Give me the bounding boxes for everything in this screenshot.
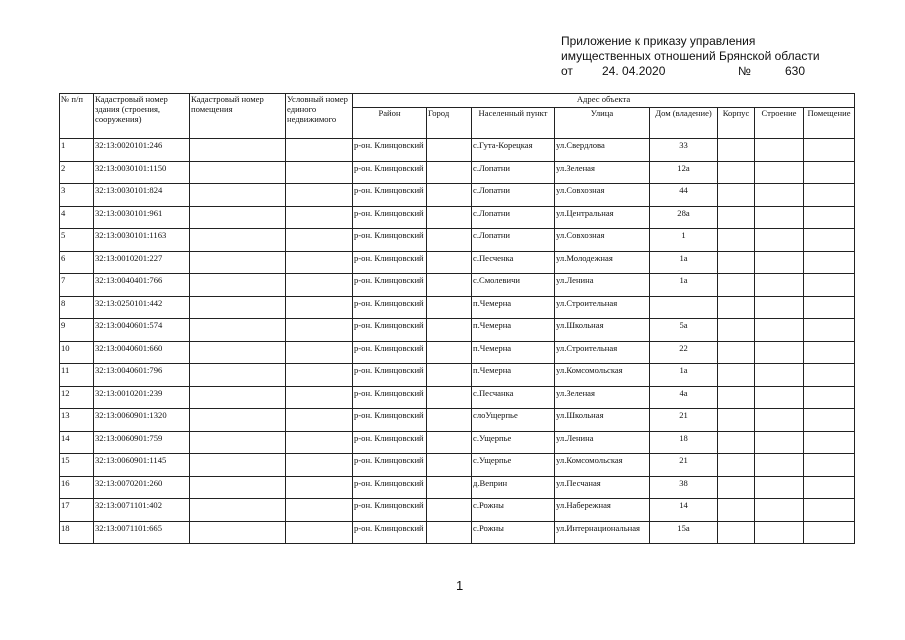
cell-korpus (718, 364, 755, 387)
cell-room (804, 251, 855, 274)
cell-settlement: с.Лопатни (472, 206, 555, 229)
cell-city (427, 206, 472, 229)
document-header (561, 34, 820, 79)
cell-building (755, 476, 804, 499)
cell-cad-building: 32:13:0060901:1145 (94, 454, 190, 477)
cell-settlement: с.Лопатни (472, 184, 555, 207)
cell-city (427, 431, 472, 454)
cell-korpus (718, 251, 755, 274)
cell-settlement: слоУщерпье (472, 409, 555, 432)
cell-cond-num (286, 184, 353, 207)
cell-house (650, 296, 718, 319)
cell-num: 3 (60, 184, 94, 207)
cell-street: ул.Песчаная (555, 476, 650, 499)
cell-cond-num (286, 364, 353, 387)
cell-room (804, 229, 855, 252)
cell-street: ул.Центральная (555, 206, 650, 229)
cell-district: р-он. Клинцовский (353, 184, 427, 207)
cell-num: 4 (60, 206, 94, 229)
cell-street: ул.Молодежная (555, 251, 650, 274)
cell-korpus (718, 184, 755, 207)
table-row (60, 364, 855, 387)
cell-district: р-он. Клинцовский (353, 476, 427, 499)
cell-cad-room (190, 386, 286, 409)
table-body (60, 139, 855, 544)
cell-cad-room (190, 431, 286, 454)
cell-district: р-он. Клинцовский (353, 161, 427, 184)
cell-district: р-он. Клинцовский (353, 251, 427, 274)
cell-cad-room (190, 161, 286, 184)
cell-building (755, 206, 804, 229)
cell-cad-building: 32:13:0010201:239 (94, 386, 190, 409)
cell-cad-room (190, 296, 286, 319)
table-row (60, 341, 855, 364)
cell-cad-room (190, 499, 286, 522)
cell-cad-building: 32:13:0040601:796 (94, 364, 190, 387)
cell-num: 17 (60, 499, 94, 522)
cell-building (755, 139, 804, 162)
cell-korpus (718, 386, 755, 409)
cell-house: 14 (650, 499, 718, 522)
cell-house: 33 (650, 139, 718, 162)
table-row (60, 409, 855, 432)
cell-building (755, 431, 804, 454)
cell-city (427, 499, 472, 522)
cell-city (427, 184, 472, 207)
table-row (60, 454, 855, 477)
property-table (59, 93, 855, 544)
order-number: 630 (785, 64, 806, 78)
cell-korpus (718, 139, 755, 162)
cell-cond-num (286, 386, 353, 409)
cell-room (804, 364, 855, 387)
cell-house: 1а (650, 364, 718, 387)
cell-house: 22 (650, 341, 718, 364)
cell-cad-building: 32:13:0030101:961 (94, 206, 190, 229)
cell-city (427, 296, 472, 319)
cell-cond-num (286, 139, 353, 162)
cell-korpus (718, 274, 755, 297)
cell-cond-num (286, 251, 353, 274)
header-date-line (561, 64, 820, 79)
cell-district: р-он. Клинцовский (353, 454, 427, 477)
cell-house: 44 (650, 184, 718, 207)
cell-cad-room (190, 229, 286, 252)
cell-cad-building: 32:13:0070201:260 (94, 476, 190, 499)
cell-city (427, 229, 472, 252)
col-header-num: № п/п (60, 94, 94, 139)
cell-street: ул.Комсомольская (555, 454, 650, 477)
from-label: от (561, 64, 573, 78)
cell-city (427, 274, 472, 297)
cell-korpus (718, 521, 755, 544)
cell-district: р-он. Клинцовский (353, 409, 427, 432)
cell-korpus (718, 409, 755, 432)
cell-room (804, 521, 855, 544)
col-header-korpus: Корпус (718, 108, 755, 139)
table-row (60, 139, 855, 162)
cell-district: р-он. Клинцовский (353, 139, 427, 162)
cell-house: 12а (650, 161, 718, 184)
cell-street: ул.Зеленая (555, 161, 650, 184)
cell-cad-building: 32:13:0071101:402 (94, 499, 190, 522)
table-row (60, 229, 855, 252)
cell-building (755, 409, 804, 432)
cell-settlement: п.Чемерна (472, 296, 555, 319)
cell-num: 12 (60, 386, 94, 409)
cell-cad-building: 32:13:0040401:766 (94, 274, 190, 297)
cell-district: р-он. Клинцовский (353, 341, 427, 364)
cell-num: 9 (60, 319, 94, 342)
table-row (60, 206, 855, 229)
table-row (60, 274, 855, 297)
table-row (60, 386, 855, 409)
cell-building (755, 386, 804, 409)
cell-building (755, 319, 804, 342)
table-row (60, 499, 855, 522)
cell-building (755, 229, 804, 252)
cell-cond-num (286, 274, 353, 297)
col-header-street: Улица (555, 108, 650, 139)
page-number: 1 (456, 578, 464, 593)
cell-district: р-он. Клинцовский (353, 206, 427, 229)
cell-room (804, 409, 855, 432)
cell-city (427, 319, 472, 342)
cell-house: 1а (650, 251, 718, 274)
table-row (60, 251, 855, 274)
cell-korpus (718, 296, 755, 319)
cell-city (427, 251, 472, 274)
cell-room (804, 161, 855, 184)
cell-num: 1 (60, 139, 94, 162)
cell-settlement: с.Гута-Корецкая (472, 139, 555, 162)
cell-building (755, 454, 804, 477)
cell-building (755, 161, 804, 184)
cell-settlement: п.Чемерна (472, 341, 555, 364)
cell-room (804, 319, 855, 342)
cell-settlement: с.Ущерпье (472, 431, 555, 454)
cell-city (427, 161, 472, 184)
cell-building (755, 296, 804, 319)
cell-building (755, 251, 804, 274)
table-row (60, 319, 855, 342)
cell-building (755, 521, 804, 544)
cell-settlement: с.Песченка (472, 251, 555, 274)
cell-cond-num (286, 296, 353, 319)
order-date: 24. 04.2020 (602, 64, 666, 78)
cell-city (427, 386, 472, 409)
cell-building (755, 364, 804, 387)
cell-street: ул.Совхозная (555, 184, 650, 207)
cell-cad-building: 32:13:0010201:227 (94, 251, 190, 274)
cell-settlement: с.Смолевичи (472, 274, 555, 297)
cell-house: 38 (650, 476, 718, 499)
cell-settlement: с.Лопатни (472, 161, 555, 184)
cell-building (755, 184, 804, 207)
cell-room (804, 476, 855, 499)
cell-cond-num (286, 319, 353, 342)
cell-street: ул.Ленина (555, 431, 650, 454)
cell-num: 14 (60, 431, 94, 454)
table-row (60, 296, 855, 319)
col-header-address: Адрес объекта (353, 94, 855, 108)
cell-room (804, 296, 855, 319)
col-header-building: Строение (755, 108, 804, 139)
cell-korpus (718, 161, 755, 184)
cell-num: 7 (60, 274, 94, 297)
cell-cad-building: 32:13:0020101:246 (94, 139, 190, 162)
cell-cond-num (286, 521, 353, 544)
col-header-district: Район (353, 108, 427, 139)
cell-building (755, 274, 804, 297)
cell-street: ул.Набережная (555, 499, 650, 522)
cell-korpus (718, 229, 755, 252)
cell-house: 21 (650, 454, 718, 477)
cell-cad-room (190, 319, 286, 342)
cell-house: 1а (650, 274, 718, 297)
cell-street: ул.Школьная (555, 409, 650, 432)
cell-room (804, 454, 855, 477)
cell-street: ул.Ленина (555, 274, 650, 297)
cell-cond-num (286, 409, 353, 432)
col-header-house: Дом (владение) (650, 108, 718, 139)
cell-room (804, 184, 855, 207)
cell-cad-room (190, 251, 286, 274)
cell-district: р-он. Клинцовский (353, 499, 427, 522)
cell-cond-num (286, 476, 353, 499)
col-header-cad-building: Кадастровый номер здания (строения, сооружения) (94, 94, 190, 139)
cell-city (427, 476, 472, 499)
cell-district: р-он. Клинцовский (353, 431, 427, 454)
cell-city (427, 409, 472, 432)
col-header-room: Помещение (804, 108, 855, 139)
cell-cad-building: 32:13:0040601:660 (94, 341, 190, 364)
cell-num: 2 (60, 161, 94, 184)
number-label: № (738, 64, 751, 78)
col-header-cond-num: Условный номер единого недвижимого (286, 94, 353, 139)
cell-korpus (718, 341, 755, 364)
cell-house: 28а (650, 206, 718, 229)
cell-cad-building: 32:13:0030101:824 (94, 184, 190, 207)
col-header-settlement: Населенный пункт (472, 108, 555, 139)
cell-cad-building: 32:13:0060901:759 (94, 431, 190, 454)
cell-korpus (718, 476, 755, 499)
table-row (60, 161, 855, 184)
cell-settlement: с.Ущерпье (472, 454, 555, 477)
header-line-2: имущественных отношений Брянской области (561, 49, 820, 63)
cell-cad-room (190, 521, 286, 544)
cell-cad-building: 32:13:0030101:1163 (94, 229, 190, 252)
cell-street: ул.Свердлова (555, 139, 650, 162)
cell-num: 16 (60, 476, 94, 499)
cell-cad-building: 32:13:0040601:574 (94, 319, 190, 342)
cell-room (804, 274, 855, 297)
cell-num: 15 (60, 454, 94, 477)
cell-street: ул.Интернациональная (555, 521, 650, 544)
cell-settlement: п.Чемерна (472, 319, 555, 342)
cell-street: ул.Строительная (555, 296, 650, 319)
cell-cad-room (190, 184, 286, 207)
cell-district: р-он. Клинцовский (353, 364, 427, 387)
cell-cad-room (190, 139, 286, 162)
cell-district: р-он. Клинцовский (353, 229, 427, 252)
cell-room (804, 431, 855, 454)
col-header-city: Город (427, 108, 472, 139)
col-header-cad-room: Кадастровый номер помещения (190, 94, 286, 139)
cell-cad-room (190, 206, 286, 229)
cell-building (755, 499, 804, 522)
cell-cond-num (286, 454, 353, 477)
cell-house: 5а (650, 319, 718, 342)
cell-house: 1 (650, 229, 718, 252)
cell-room (804, 341, 855, 364)
cell-korpus (718, 431, 755, 454)
cell-street: ул.Строительная (555, 341, 650, 364)
cell-num: 18 (60, 521, 94, 544)
cell-cad-building: 32:13:0030101:1150 (94, 161, 190, 184)
cell-street: ул.Школьная (555, 319, 650, 342)
cell-city (427, 521, 472, 544)
cell-cad-room (190, 341, 286, 364)
cell-settlement: с.Лопатни (472, 229, 555, 252)
cell-korpus (718, 454, 755, 477)
cell-cad-room (190, 454, 286, 477)
cell-cond-num (286, 431, 353, 454)
cell-cad-room (190, 476, 286, 499)
cell-cond-num (286, 206, 353, 229)
cell-room (804, 206, 855, 229)
cell-korpus (718, 319, 755, 342)
cell-city (427, 139, 472, 162)
cell-district: р-он. Клинцовский (353, 386, 427, 409)
cell-settlement: п.Чемерна (472, 364, 555, 387)
cell-cad-building: 32:13:0060901:1320 (94, 409, 190, 432)
cell-num: 11 (60, 364, 94, 387)
cell-settlement: д.Веприн (472, 476, 555, 499)
cell-cad-room (190, 409, 286, 432)
cell-settlement: с.Песчанка (472, 386, 555, 409)
cell-street: ул.Совхозная (555, 229, 650, 252)
cell-settlement: с.Рожны (472, 499, 555, 522)
cell-district: р-он. Клинцовский (353, 319, 427, 342)
table-row (60, 184, 855, 207)
cell-room (804, 139, 855, 162)
cell-num: 6 (60, 251, 94, 274)
cell-street: ул.Комсомольская (555, 364, 650, 387)
cell-settlement: с.Рожны (472, 521, 555, 544)
cell-cad-building: 32:13:0250101:442 (94, 296, 190, 319)
cell-street: ул.Зеленая (555, 386, 650, 409)
cell-cond-num (286, 341, 353, 364)
cell-room (804, 499, 855, 522)
cell-city (427, 364, 472, 387)
cell-num: 10 (60, 341, 94, 364)
cell-cad-room (190, 364, 286, 387)
cell-building (755, 341, 804, 364)
cell-num: 5 (60, 229, 94, 252)
cell-house: 21 (650, 409, 718, 432)
table-row (60, 431, 855, 454)
cell-house: 15а (650, 521, 718, 544)
cell-city (427, 341, 472, 364)
cell-district: р-он. Клинцовский (353, 521, 427, 544)
cell-cond-num (286, 161, 353, 184)
table-row (60, 521, 855, 544)
cell-house: 4а (650, 386, 718, 409)
cell-num: 8 (60, 296, 94, 319)
cell-korpus (718, 206, 755, 229)
cell-city (427, 454, 472, 477)
cell-num: 13 (60, 409, 94, 432)
cell-cond-num (286, 229, 353, 252)
header-line-1: Приложение к приказу управления (561, 34, 756, 48)
cell-district: р-он. Клинцовский (353, 274, 427, 297)
cell-district: р-он. Клинцовский (353, 296, 427, 319)
cell-cond-num (286, 499, 353, 522)
cell-cad-building: 32:13:0071101:665 (94, 521, 190, 544)
cell-house: 18 (650, 431, 718, 454)
cell-room (804, 386, 855, 409)
cell-cad-room (190, 274, 286, 297)
table-row (60, 476, 855, 499)
cell-korpus (718, 499, 755, 522)
